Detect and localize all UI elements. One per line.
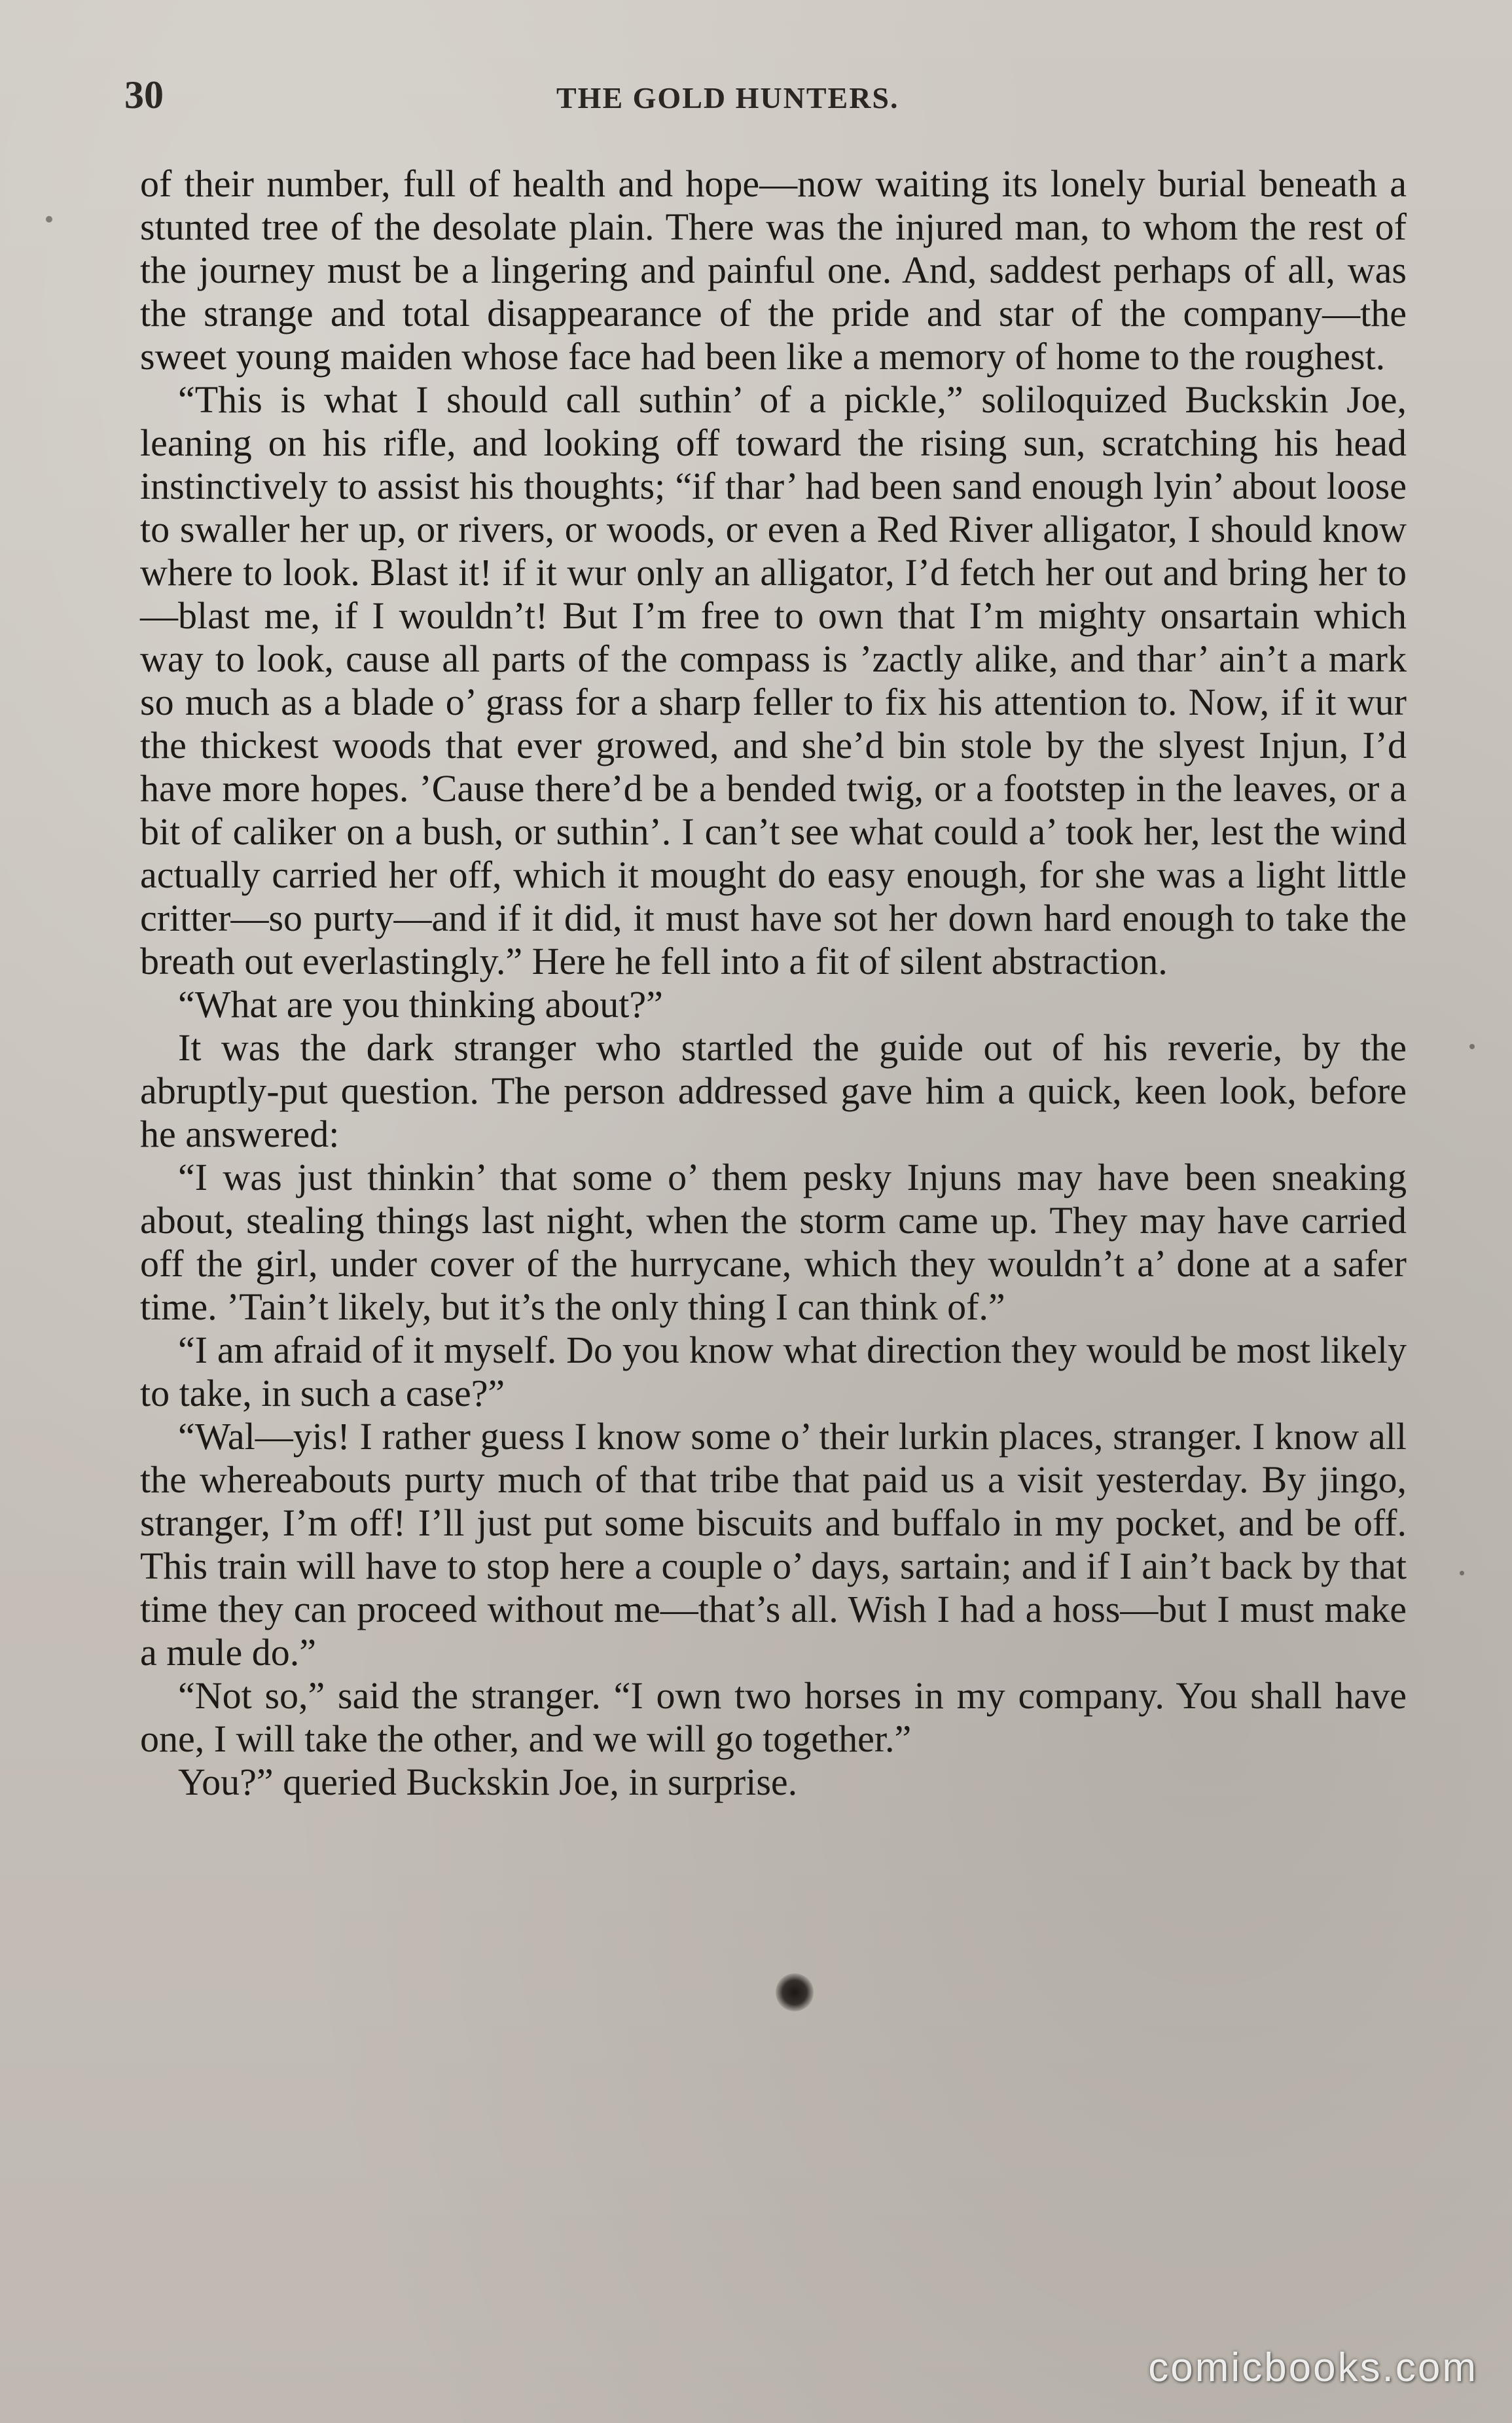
paragraph-not-so: “Not so,” said the stranger. “I own two horses in my company. You shall have one, I will take the other, and we will go together.”: [140, 1674, 1407, 1760]
paragraph-stranger-startles: It was the dark stranger who startled the guide out of his reverie, by the abruptly-put question. The person addressed gave him a quick, keen look, before he answered:: [140, 1026, 1407, 1155]
paper-speck: [46, 216, 52, 223]
site-watermark: comicbooks.com: [1148, 2345, 1478, 2390]
paragraph-you-queried: You?” queried Buckskin Joe, in surprise.: [178, 1761, 798, 1803]
paper-speck: [1469, 1044, 1475, 1049]
page-header: [124, 69, 1407, 141]
paper-speck: [1460, 1571, 1464, 1575]
paragraph-afraid: “I am afraid of it myself. Do you know what direction they would be most likely to take, in such a case?”: [140, 1329, 1407, 1414]
paragraph-injuns: “I was just thinkin’ that some o’ them pesky Injuns may have been sneaking about, stealing things last night, when the storm came up. They may have carried off the girl, under cover of the hurrycane, which they wouldn’t a’ done at a safer time. ’Tain’t likely, but it’s the only thing I can think of.”: [140, 1156, 1407, 1328]
ink-blot: [776, 1973, 814, 2011]
body-text: [140, 162, 1407, 2257]
page-number: 30: [124, 73, 164, 117]
paragraph-question: “What are you thinking about?”: [178, 983, 663, 1026]
running-title: THE GOLD HUNTERS.: [556, 81, 899, 115]
paragraph-continued: of their number, full of health and hope—now waiting its lonely burial beneath a stunted tree of the desolate plain. There was the injured man, to whom the rest of the journey must be a lingering and painful one. And, saddest perhaps of all, was the strange and total disappearance of the pride and star of the company—the sweet young maiden whose face had been like a memory of home to the roughest.: [140, 162, 1407, 378]
paragraph-joe-soliloquy: “This is what I should call suthin’ of a pickle,” soliloquized Buckskin Joe, leaning on his rifle, and looking off toward the rising sun, scratching his head instinctively to assist his thoughts; “if thar’ had been sand enough lyin’ about loose to swaller her up, or rivers, or woods, or even a Red River alligator, I should know where to look. Blast it! if it wur only an alligator, I’d fetch her out and bring her to—blast me, if I wouldn’t! But I’m free to own that I’m mighty onsartain which way to look, cause all parts of the compass is ’zactly alike, and thar’ ain’t a mark so much as a blade o’ grass for a sharp feller to fix his attention to. Now, if it wur the thickest woods that ever growed, and she’d bin stole by the slyest Injun, I’d have more hopes. ’Cause there’d be a bended twig, or a footstep in the leaves, or a bit of caliker on a bush, or suthin’. I can’t see what could a’ took her, lest the wind actually carried her off, which it mought do easy enough, for she was a light little critter—so purty—and if it did, it must have sot her down hard enough to take the breath out everlastingly.” Here he fell into a fit of silent abstraction.: [140, 378, 1407, 982]
paragraph-wal-yis: “Wal—yis! I rather guess I know some o’ their lurkin places, stranger. I know all the whereabouts purty much of that tribe that paid us a visit yesterday. By jingo, stranger, I’m off! I’ll just put some biscuits and buffalo in my pocket, and be off. This train will have to stop here a couple o’ days, sartain; and if I ain’t back by that time they can proceed without me—that’s all. Wish I had a hoss—but I must make a mule do.”: [140, 1415, 1407, 1674]
